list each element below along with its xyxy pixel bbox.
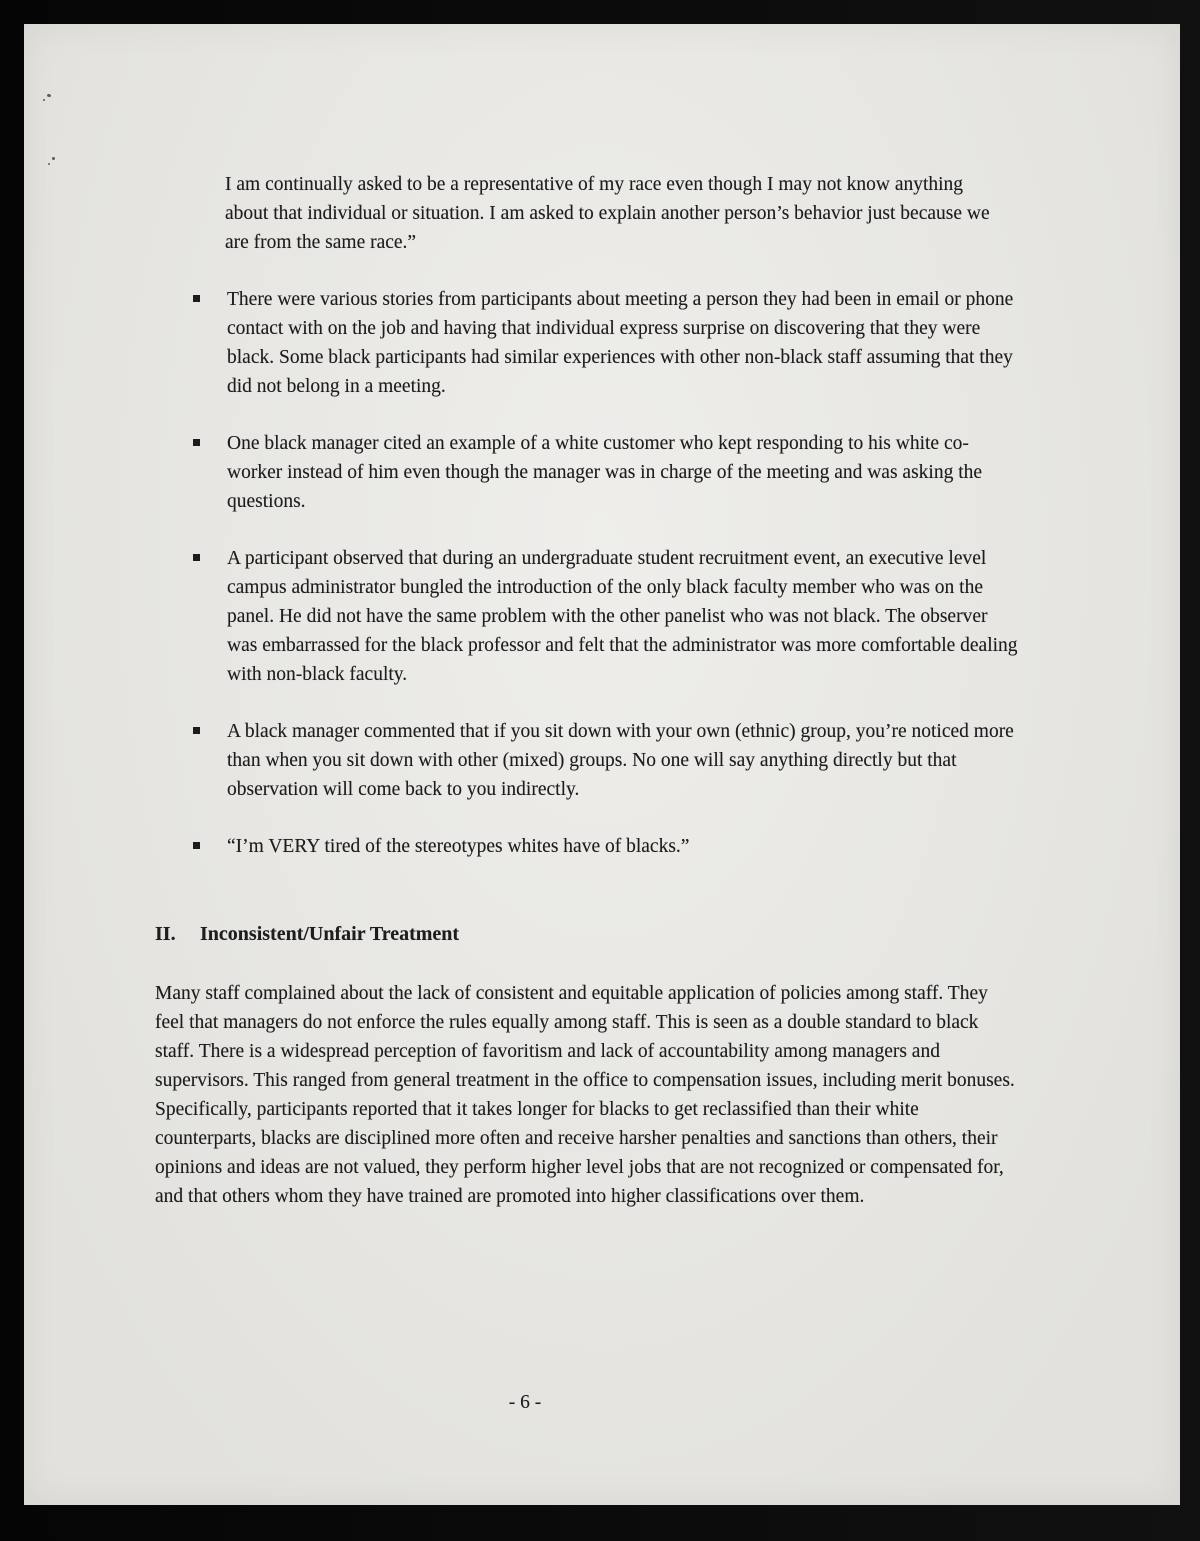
quote-continuation-paragraph: I am continually asked to be a representative of my race even though I may not know anything about that individual or situation. I am asked to explain another person’s behavior just because we are from the same race.” [225, 174, 990, 253]
square-bullet-icon [193, 554, 200, 561]
square-bullet-icon [193, 842, 200, 849]
section-title: Inconsistent/Unfair Treatment [200, 923, 460, 945]
bullet-text: “I’m VERY tired of the stereotypes whites have of blacks.” [227, 836, 690, 857]
bullet-list [155, 285, 1020, 861]
square-bullet-icon [193, 439, 200, 446]
bullet-item [155, 832, 1020, 861]
bullet-item [155, 429, 1020, 516]
bullet-item [155, 285, 1020, 401]
bullet-text: One black manager cited an example of a white customer who kept responding to his white co-worker instead of him even though the manager was in charge of the meeting and was asking the questions. [227, 433, 983, 512]
bullet-text: There were various stories from participants about meeting a person they had been in email or phone contact with on the job and having that individual express surprise on discovering that they were black. Some black participants had similar experiences with other non-black staff assuming that they did not belong in a meeting. [227, 289, 1014, 397]
bullet-text: A participant observed that during an undergraduate student recruitment event, an executive level campus administrator bungled the introduction of the only black faculty member who was on the panel. He did not have the same problem with the other panelist who was not black. The observer was embarrassed for the black professor and felt that the administrator was more comfortable dealing with non-black faculty. [227, 548, 1018, 685]
square-bullet-icon [193, 295, 200, 302]
page-content [24, 24, 1180, 1505]
section-numeral: II. [155, 923, 176, 945]
page-number: - 6 - [508, 1392, 542, 1413]
square-bullet-icon [193, 727, 200, 734]
document-page [24, 24, 1180, 1505]
bullet-text: A black manager commented that if you sit down with your own (ethnic) group, you’re noticed more than when you sit down with other (mixed) groups. No one will say anything directly but that observation will come back to you indirectly. [227, 721, 1014, 800]
body-paragraph: Many staff complained about the lack of consistent and equitable application of policies among staff. They feel that managers do not enforce the rules equally among staff. This is seen as a double standard to black staff. There is a widespread perception of favoritism and lack of accountability among managers and supervisors. This ranged from general treatment in the office to compensation issues, including merit bonuses. Specifically, participants reported that it takes longer for blacks to get reclassified than their white counterparts, blacks are disciplined more often and receive harsher penalties and sanctions than others, their opinions and ideas are not valued, they perform higher level jobs that are not recognized or compensated for, and that others whom they have trained are promoted into higher classifications over them. [155, 983, 1015, 1207]
bullet-item [155, 717, 1020, 804]
section-heading [155, 920, 1020, 949]
bullet-item [155, 544, 1020, 689]
